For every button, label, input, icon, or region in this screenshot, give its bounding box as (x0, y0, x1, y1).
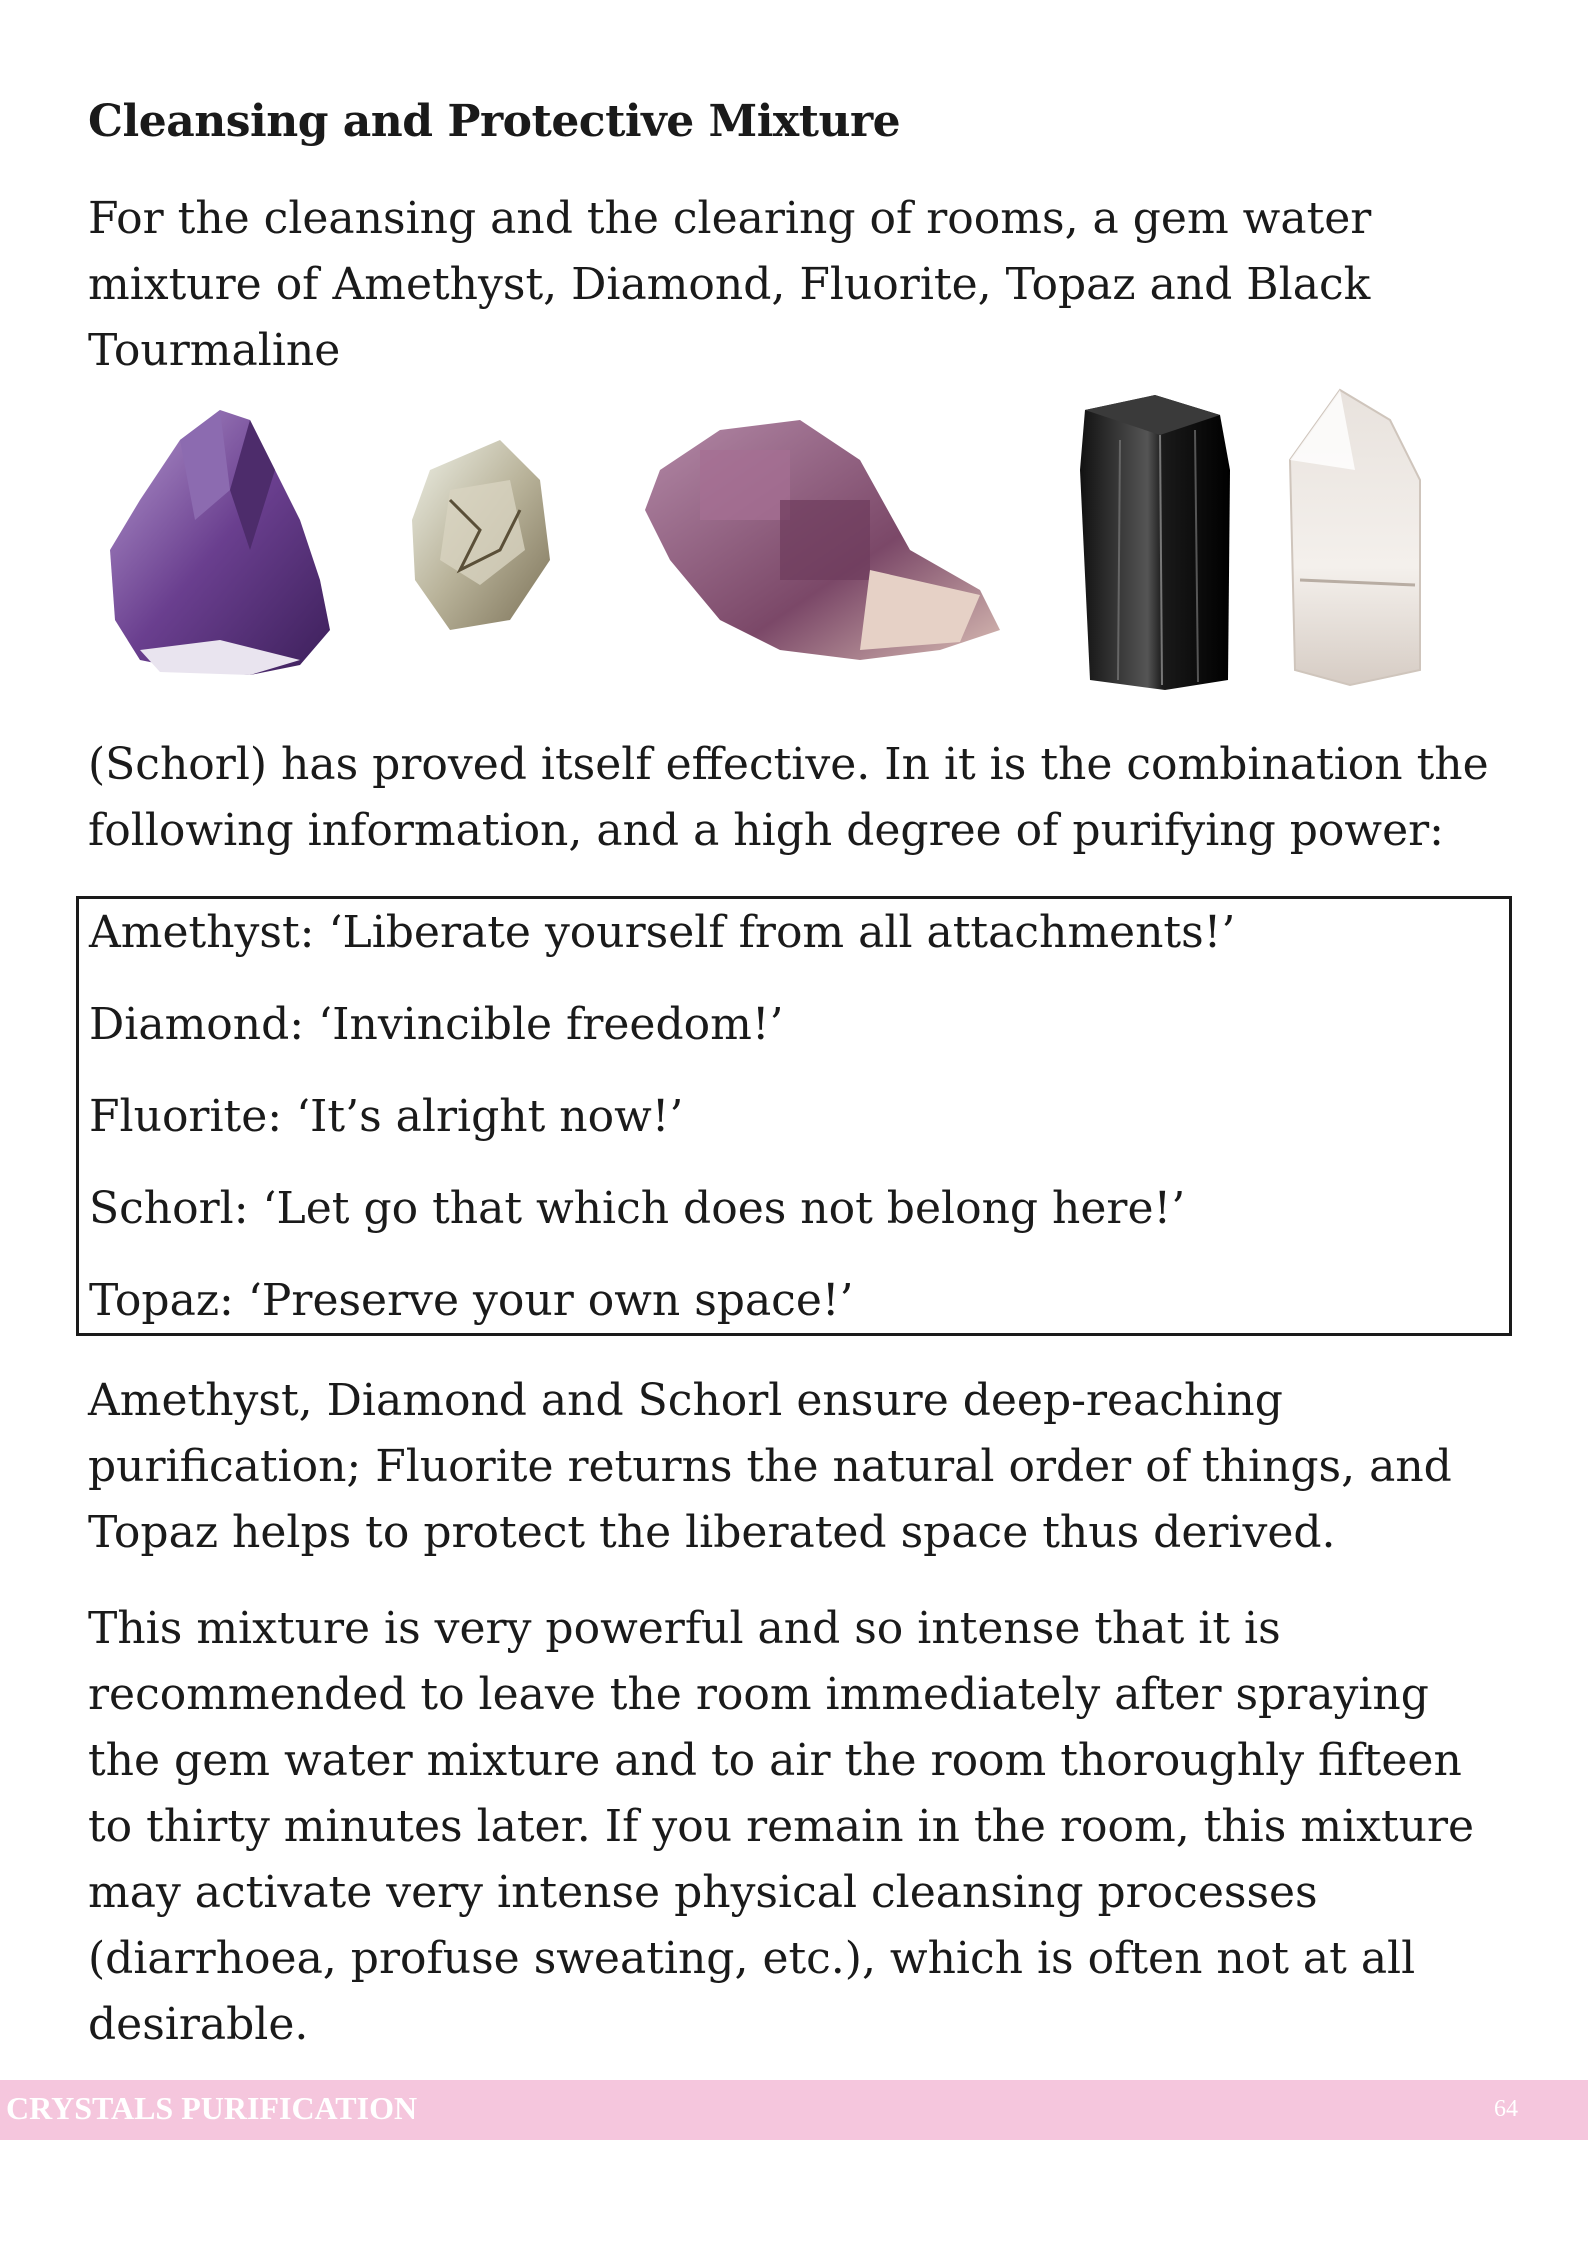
affirmations-box (76, 896, 1512, 1336)
intro-paragraph: For the cleansing and the clearing of rooms, a gem water mixture of Amethyst, Diamond, Fluorite, Topaz and Black Tourmaline (88, 193, 1372, 376)
affirmation-diamond: Diamond: ‘Invincible freedom!’ (89, 999, 784, 1050)
affirmation-schorl: Schorl: ‘Let go that which does not belong here!’ (89, 1183, 1186, 1234)
diamond-crystal-image (412, 440, 550, 630)
footer-band (0, 2080, 1588, 2140)
footer-title: CRYSTALS PURIFICATION (6, 2090, 418, 2126)
intro-continued-paragraph: (Schorl) has proved itself effective. In it is the combination the following information, and a high degree of purifying power: (88, 739, 1489, 856)
amethyst-crystal-image (110, 410, 330, 675)
gem-image-strip (100, 380, 1490, 700)
affirmation-amethyst: Amethyst: ‘Liberate yourself from all attachments!’ (89, 907, 1236, 958)
affirmation-fluorite: Fluorite: ‘It’s alright now!’ (89, 1091, 684, 1142)
warning-paragraph: This mixture is very powerful and so intense that it is recommended to leave the room immediately after spraying the gem water mixture and to air the room thoroughly fifteen to thirty minutes later. If you remain in the room, this mixture may activate very intense physical cleansing processes (diarrhoea, profuse sweating, etc.), which is often not at all desirable. (88, 1603, 1475, 2050)
summary-paragraph: Amethyst, Diamond and Schorl ensure deep-reaching purification; Fluorite returns the natural order of things, and Topaz helps to protect the liberated space thus derived. (88, 1375, 1452, 1558)
section-heading: Cleansing and Protective Mixture (88, 96, 901, 147)
black-tourmaline-crystal-image (1080, 395, 1230, 690)
affirmation-topaz: Topaz: ‘Preserve your own space!’ (89, 1275, 854, 1326)
page-number: 64 (1494, 2096, 1518, 2122)
topaz-crystal-image (1290, 390, 1420, 685)
fluorite-crystal-image (645, 420, 1000, 660)
